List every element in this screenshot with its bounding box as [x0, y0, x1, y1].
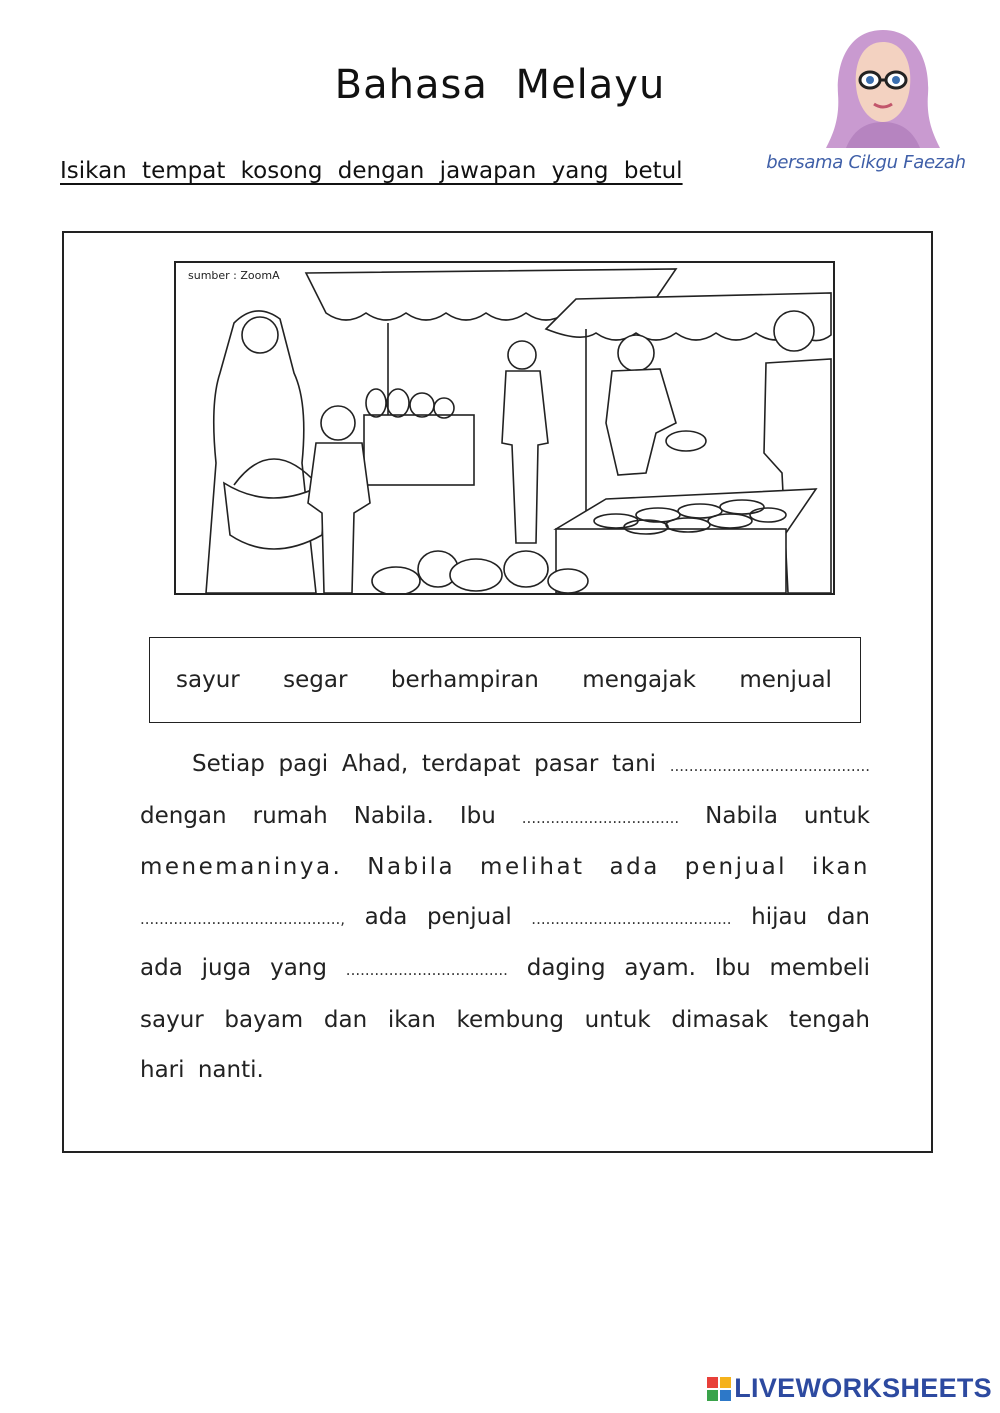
page-title: Bahasa Melayu — [334, 62, 666, 108]
answer-blank[interactable]: .......................................... — [669, 757, 871, 775]
passage-line: hari nanti. — [140, 1056, 264, 1083]
word-bank-item: segar — [283, 667, 348, 693]
word-bank-item: menjual — [739, 667, 832, 693]
liveworksheets-logo — [706, 1373, 992, 1404]
brand-name: LIVEWORKSHEETS — [734, 1373, 992, 1403]
image-source-caption: sumber : ZoomA — [188, 269, 280, 282]
word-bank — [149, 637, 861, 723]
teacher-avatar — [818, 24, 948, 148]
passage-line: dengan rumah Nabila. Ibu ................................. Nabila untuk — [140, 802, 870, 829]
passage-line: .........................................., ada penjual .......................................... hijau dan — [140, 903, 870, 930]
passage — [140, 740, 870, 1095]
word-bank-item: berhampiran — [390, 667, 539, 693]
market-illustration — [174, 261, 835, 595]
word-bank-item: sayur — [176, 667, 240, 693]
answer-blank[interactable]: .........................................., — [140, 909, 346, 928]
answer-blank[interactable]: ................................. — [521, 808, 680, 827]
teacher-caption: bersama Cikgu Faezah — [766, 152, 966, 173]
word-bank-item: mengajak — [582, 667, 696, 693]
passage-line: Setiap pagi Ahad, terdapat pasar tani .......................................... — [192, 751, 871, 777]
instruction-text: Isikan tempat kosong dengan jawapan yang betul — [60, 158, 683, 184]
liveworksheets-icon — [706, 1376, 732, 1402]
answer-blank[interactable]: .................................. — [345, 961, 508, 980]
answer-blank[interactable]: .......................................... — [531, 909, 732, 928]
passage-line: ada juga yang .................................. daging ayam. Ibu membeli — [140, 955, 871, 982]
passage-line: sayur bayam dan ikan kembung untuk dimasak tengah — [140, 1006, 870, 1033]
passage-line: menemaninya. Nabila melihat ada penjual ikan — [140, 854, 870, 881]
